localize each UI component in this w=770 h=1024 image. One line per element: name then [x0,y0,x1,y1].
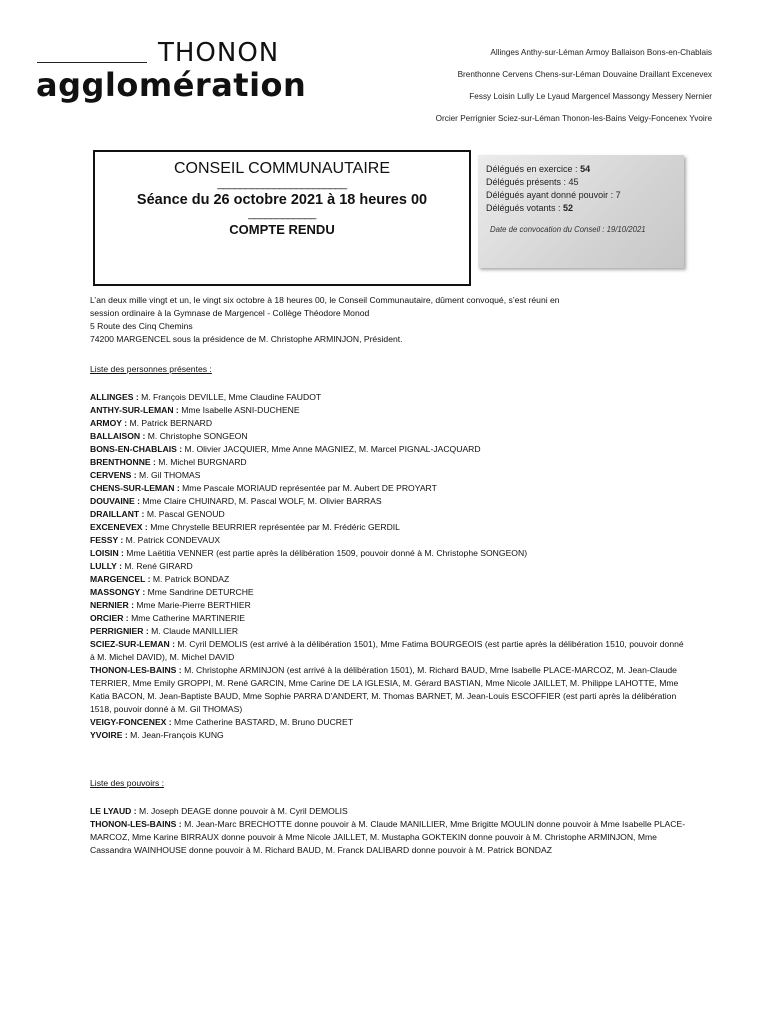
council-title: CONSEIL COMMUNAUTAIRE [173,160,390,177]
members-text: M. Cyril DEMOLIS (est arrivé à la délibération 1501), Mme Fatima BOURGEOIS (est partie après la délibération 1510, pouvoir donné à M. Michel DAVID), M. Michel DAVID [90,639,684,662]
commune-name: DRAILLANT : [90,509,147,519]
members-text: M. Christophe SONGEON [147,431,248,441]
title-box [93,150,471,286]
powers-list [90,805,690,857]
members-text: M. Jean-François KUNG [130,730,224,740]
communes-list [312,42,712,130]
commune-name: VEIGY-FONCENEX : [90,717,175,727]
members-text: M. Olivier JACQUIER, Mme Anne MAGNIEZ, M. Marcel PIGNAL-JACQUARD [184,444,481,454]
list-item [90,547,690,560]
report-title: COMPTE RENDU [229,222,335,237]
members-text: Mme Isabelle ASNI-DUCHENE [181,405,300,415]
members-text: Mme Claire CHUINARD, M. Pascal WOLF, M. Olivier BARRAS [142,496,382,506]
list-item [90,508,690,521]
list-item [90,430,690,443]
members-text: Mme Catherine BASTARD, M. Bruno DUCRET [174,717,353,727]
delegates-pouvoir: Délégués ayant donné pouvoir : 7 [486,190,621,200]
list-item [90,573,690,586]
commune-name: ALLINGES : [90,392,142,402]
list-item [90,716,690,729]
commune-name: THONON-LES-BAINS : [90,665,185,675]
members-text: Mme Sandrine DETURCHE [147,587,254,597]
list-item [90,805,690,818]
commune-name: ANTHY-SUR-LEMAN : [90,405,182,415]
list-item [90,443,690,456]
powers-heading: Liste des pouvoirs : [90,778,165,788]
delegates-exercice-label: Délégués en exercice : [486,164,581,174]
communes-line: Orcier Perrignier Sciez-sur-Léman Thonon-les-Bains Veigy-Foncenex Yvoire [435,114,712,123]
commune-name: LOISIN : [90,548,127,558]
members-text: M. Jean-Marc BRECHOTTE donne pouvoir à M. Claude MANILLIER, Mme Brigitte MOULIN donne pouvoir à Mme Isabelle PLACE-MARCOZ, Mme Karine BIRRAUX donne pouvoir à Mme Nicole JAILLET, M. Mustapha GOKTEKIN donne pouvoir à M. Christophe ARMINJON, Mme Cassandra WAINHOUSE donne pouvoir à M. Richard BAUD, M. Franck DALIBARD donne pouvoir à M. Patrick BONDAZ [90,819,686,855]
delegates-votants-value: 52 [563,203,574,213]
logo-agglomeration: agglomération [36,66,307,104]
commune-name: SCIEZ-SUR-LEMAN : [90,639,178,649]
intro-line: L’an deux mille vingt et un, le vingt six octobre à 18 heures 00, le Conseil Communautaire, dûment convoqué, s’est réuni en [90,295,560,305]
presents-heading: Liste des personnes présentes : [90,364,212,374]
intro-line: 5 Route des Cinq Chemins [90,321,193,331]
members-text: M. Gil THOMAS [139,470,201,480]
commune-name: BRENTHONNE : [90,457,159,467]
members-text: Mme Marie-Pierre BERTHIER [136,600,251,610]
delegates-exercice-value: 54 [580,164,591,174]
commune-name: YVOIRE : [90,730,131,740]
commune-name: LE LYAUD : [90,806,140,816]
commune-name: MASSONGY : [90,587,148,597]
intro-line: session ordinaire à la Gymnase de Margencel - Collège Théodore Monod [90,308,370,318]
commune-name: LULLY : [90,561,125,571]
convocation-date: Date de convocation du Conseil : 19/10/2021 [490,225,646,234]
list-item [90,404,690,417]
title-rule-short: ____________ [248,208,316,220]
communes-line: Allinges Anthy-sur-Léman Armoy Ballaison Bons-en-Chablais [490,48,712,57]
list-item [90,612,690,625]
commune-name: ORCIER : [90,613,132,623]
members-text: M. Patrick CONDEVAUX [125,535,221,545]
commune-name: PERRIGNIER : [90,626,152,636]
commune-name: ARMOY : [90,418,130,428]
commune-name: BALLAISON : [90,431,148,441]
commune-name: THONON-LES-BAINS : [90,819,185,829]
members-text: M. Joseph DEAGE donne pouvoir à M. Cyril DEMOLIS [139,806,348,816]
members-text: M. Michel BURGNARD [158,457,247,467]
members-text: Mme Catherine MARTINERIE [131,613,246,623]
presents-list [90,391,690,742]
logo-rule [37,62,147,63]
title-rule: _______________________ [217,178,347,190]
list-item [90,391,690,404]
list-item [90,469,690,482]
commune-name: MARGENCEL : [90,574,153,584]
list-item [90,729,690,742]
members-text: M. René GIRARD [124,561,193,571]
list-item [90,664,690,716]
members-text: M. Patrick BERNARD [129,418,213,428]
list-item [90,818,690,857]
delegates-presents: Délégués présents : 45 [486,177,579,187]
list-item [90,456,690,469]
intro-line: 74200 MARGENCEL sous la présidence de M. Christophe ARMINJON, Président. [90,334,403,344]
commune-name: EXCENEVEX : [90,522,151,532]
delegates-votants-label: Délégués votants : [486,203,564,213]
logo-thonon: THONON [158,38,280,68]
list-item [90,625,690,638]
list-item [90,560,690,573]
delegates-votants [486,202,684,215]
members-text: Mme Chrystelle BEURRIER représentée par M. Frédéric GERDIL [150,522,400,532]
commune-name: NERNIER : [90,600,137,610]
list-item [90,521,690,534]
list-item [90,599,690,612]
list-item [90,495,690,508]
members-text: M. Pascal GENOUD [146,509,225,519]
commune-name: BONS-EN-CHABLAIS : [90,444,185,454]
members-text: Mme Pascale MORIAUD représentée par M. Aubert DE PROYART [182,483,437,493]
session-date: Séance du 26 octobre 2021 à 18 heures 00 [136,192,428,208]
members-text: M. Patrick BONDAZ [152,574,230,584]
communes-line: Brenthonne Cervens Chens-sur-Léman Douvaine Draillant Excenevex [457,70,712,79]
list-item [90,482,690,495]
commune-name: FESSY : [90,535,126,545]
delegates-box [478,155,684,268]
list-item [90,534,690,547]
communes-line: Fessy Loisin Lully Le Lyaud Margencel Massongy Messery Nernier [469,92,712,101]
members-text: M. Claude MANILLIER [151,626,239,636]
intro-paragraph [90,294,690,346]
members-text: M. Christophe ARMINJON (est arrivé à la délibération 1501), M. Richard BAUD, Mme Isabelle PLACE-MARCOZ, M. Jean-Claude TERRIER, Mme Emily GROPPI, M. René GARCIN, Mme Carine DE LA IGLESIA, M. Gérard BASTIAN, Mme Nicole JAILLET, M. Philippe LAHOTTE, Mme Katia BACON, M. Jean-Baptiste BAUD, Mme Sophie PARRA D'ANDERT, M. Thomas BARNET, M. Jean-Louis ESCOFFIER (est parti après la délibération 1518, pouvoir donné à M. Gil THOMAS) [90,665,679,714]
delegates-exercice [486,163,684,176]
list-item [90,638,690,664]
list-item [90,417,690,430]
commune-name: DOUVAINE : [90,496,143,506]
list-item [90,586,690,599]
members-text: M. François DEVILLE, Mme Claudine FAUDOT [141,392,322,402]
commune-name: CERVENS : [90,470,140,480]
commune-name: CHENS-SUR-LEMAN : [90,483,183,493]
members-text: Mme Laëtitia VENNER (est partie après la délibération 1509, pouvoir donné à M. Christophe SONGEON) [126,548,528,558]
